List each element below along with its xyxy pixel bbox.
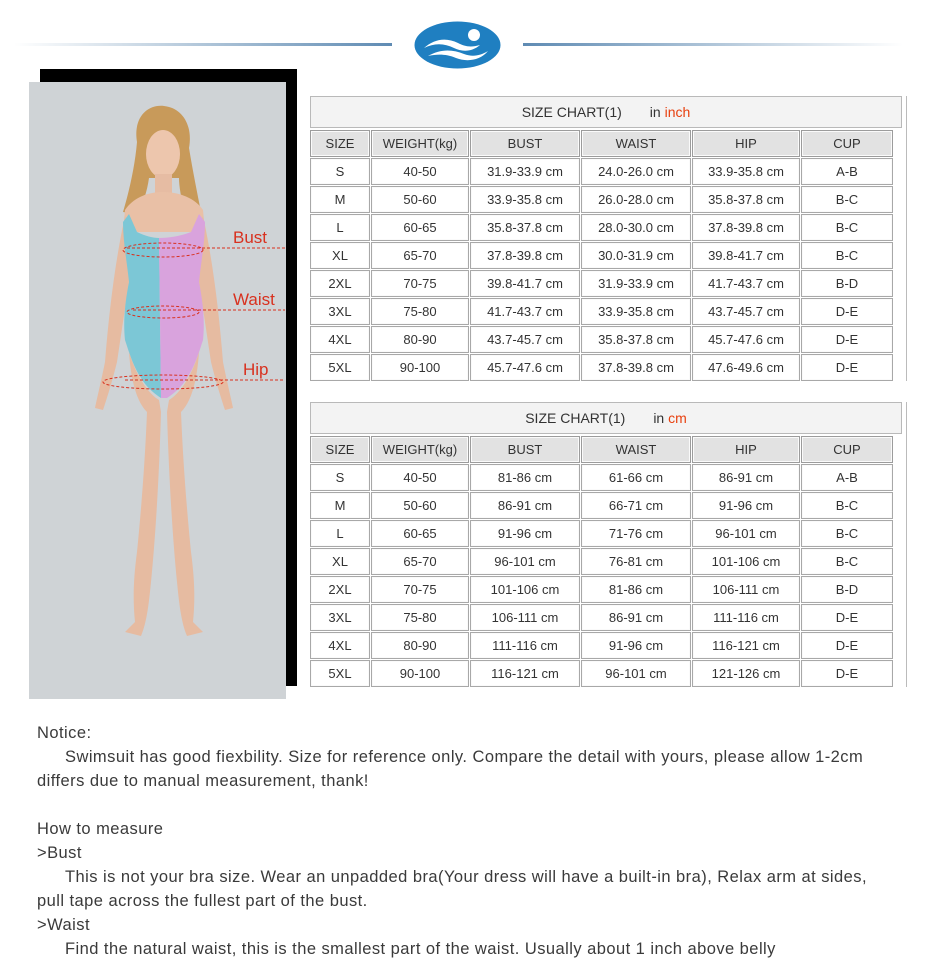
table-cell: 111-116 cm: [470, 632, 580, 659]
table-header-cell: WAIST: [581, 130, 691, 157]
table-cell: 33.9-35.8 cm: [581, 298, 691, 325]
table-cell: L: [310, 520, 370, 547]
table-cell: 116-121 cm: [470, 660, 580, 687]
table-cell: 5XL: [310, 354, 370, 381]
table-cell: 101-106 cm: [470, 576, 580, 603]
table-cell: B-D: [801, 270, 893, 297]
size-chart-title: [310, 96, 902, 128]
table-row: [310, 659, 902, 687]
table-row: [310, 213, 902, 241]
size-chart-unit-value: cm: [668, 410, 687, 426]
table-cell: 116-121 cm: [692, 632, 800, 659]
table-header-cell: SIZE: [310, 436, 370, 463]
header-divider-left: [14, 43, 392, 46]
table-cell: 28.0-30.0 cm: [581, 214, 691, 241]
table-cell: XL: [310, 548, 370, 575]
table-row: [310, 297, 902, 325]
table-cell: 41.7-43.7 cm: [470, 298, 580, 325]
table-cell: 60-65: [371, 214, 469, 241]
table-row: [310, 353, 902, 381]
table-cell: 101-106 cm: [692, 548, 800, 575]
table-row: [310, 491, 902, 519]
table-cell: B-C: [801, 492, 893, 519]
table-cell: 80-90: [371, 326, 469, 353]
table-cell: 45.7-47.6 cm: [470, 354, 580, 381]
table-cell: 91-96 cm: [692, 492, 800, 519]
size-chart-unit: [650, 104, 690, 120]
table-row: [310, 631, 902, 659]
table-cell: D-E: [801, 660, 893, 687]
table-row: [310, 575, 902, 603]
table-header-cell: HIP: [692, 130, 800, 157]
table-header-cell: WEIGHT(kg): [371, 436, 469, 463]
size-chart-title-text: SIZE CHART(1): [521, 104, 622, 120]
swimmer-wave-logo-icon: [414, 21, 501, 69]
table-cell: 65-70: [371, 242, 469, 269]
table-row: [310, 157, 902, 185]
table-cell: 31.9-33.9 cm: [581, 270, 691, 297]
table-cell: 111-116 cm: [692, 604, 800, 631]
chart-side-line: [906, 402, 907, 687]
table-cell: 96-101 cm: [470, 548, 580, 575]
table-cell: 24.0-26.0 cm: [581, 158, 691, 185]
table-row: [310, 269, 902, 297]
table-cell: 39.8-41.7 cm: [692, 242, 800, 269]
table-cell: S: [310, 158, 370, 185]
bust-label: Bust: [233, 228, 268, 247]
size-chart-unit-prefix: in: [649, 104, 661, 120]
table-cell: 106-111 cm: [470, 604, 580, 631]
table-header-cell: BUST: [470, 130, 580, 157]
table-cell: 81-86 cm: [581, 576, 691, 603]
table-header-cell: WAIST: [581, 436, 691, 463]
table-header-cell: BUST: [470, 436, 580, 463]
table-cell: 33.9-35.8 cm: [692, 158, 800, 185]
table-cell: 50-60: [371, 186, 469, 213]
table-cell: D-E: [801, 632, 893, 659]
table-cell: 35.8-37.8 cm: [581, 326, 691, 353]
table-cell: 50-60: [371, 492, 469, 519]
table-cell: 86-91 cm: [692, 464, 800, 491]
table-cell: M: [310, 186, 370, 213]
table-cell: 66-71 cm: [581, 492, 691, 519]
size-chart-cm: [310, 402, 902, 687]
table-cell: 70-75: [371, 576, 469, 603]
table-row: [310, 547, 902, 575]
table-cell: 37.8-39.8 cm: [470, 242, 580, 269]
table-cell: B-C: [801, 548, 893, 575]
table-row: [310, 603, 902, 631]
table-header-row: [310, 435, 902, 463]
table-cell: 45.7-47.6 cm: [692, 326, 800, 353]
table-cell: 96-101 cm: [581, 660, 691, 687]
table-cell: L: [310, 214, 370, 241]
how-to-measure-heading: How to measure: [37, 820, 164, 838]
table-cell: 96-101 cm: [692, 520, 800, 547]
table-cell: 86-91 cm: [581, 604, 691, 631]
size-chart-unit-prefix: in: [653, 410, 665, 426]
table-cell: 35.8-37.8 cm: [692, 186, 800, 213]
table-cell: 41.7-43.7 cm: [692, 270, 800, 297]
table-cell: 60-65: [371, 520, 469, 547]
model-figure-illustration: [29, 82, 286, 699]
bust-heading: >Bust: [37, 844, 82, 862]
notice-text: Swimsuit has good fiexbility. Size for reference only. Compare the detail with yours, please allow 1-2cm differs due to manual measurement, thank!: [37, 748, 864, 790]
table-cell: B-C: [801, 242, 893, 269]
table-cell: 91-96 cm: [470, 520, 580, 547]
table-cell: 71-76 cm: [581, 520, 691, 547]
table-header-cell: HIP: [692, 436, 800, 463]
table-row: [310, 519, 902, 547]
waist-heading: >Waist: [37, 916, 90, 934]
table-cell: 121-126 cm: [692, 660, 800, 687]
table-cell: 40-50: [371, 464, 469, 491]
table-cell: 40-50: [371, 158, 469, 185]
table-cell: 47.6-49.6 cm: [692, 354, 800, 381]
table-cell: B-D: [801, 576, 893, 603]
size-chart-rows: [310, 129, 902, 381]
table-cell: 35.8-37.8 cm: [470, 214, 580, 241]
table-header-cell: SIZE: [310, 130, 370, 157]
table-cell: 4XL: [310, 632, 370, 659]
table-cell: 30.0-31.9 cm: [581, 242, 691, 269]
measurement-notes: [37, 721, 897, 961]
table-header-cell: WEIGHT(kg): [371, 130, 469, 157]
table-cell: 75-80: [371, 604, 469, 631]
size-chart-rows: [310, 435, 902, 687]
table-cell: 91-96 cm: [581, 632, 691, 659]
table-cell: 39.8-41.7 cm: [470, 270, 580, 297]
table-cell: A-B: [801, 464, 893, 491]
table-cell: 61-66 cm: [581, 464, 691, 491]
table-header-row: [310, 129, 902, 157]
size-chart-title: [310, 402, 902, 434]
table-cell: S: [310, 464, 370, 491]
table-cell: A-B: [801, 158, 893, 185]
table-cell: D-E: [801, 604, 893, 631]
table-cell: D-E: [801, 326, 893, 353]
table-cell: XL: [310, 242, 370, 269]
table-cell: 2XL: [310, 576, 370, 603]
table-cell: 70-75: [371, 270, 469, 297]
header-divider-right: [523, 43, 903, 46]
table-cell: D-E: [801, 354, 893, 381]
size-chart-inch: [310, 96, 902, 381]
waist-label: Waist: [233, 290, 275, 309]
size-chart-title-text: SIZE CHART(1): [525, 410, 626, 426]
table-header-cell: CUP: [801, 130, 893, 157]
table-cell: 65-70: [371, 548, 469, 575]
table-cell: 80-90: [371, 632, 469, 659]
size-chart-unit-value: inch: [664, 104, 691, 120]
table-cell: 31.9-33.9 cm: [470, 158, 580, 185]
table-cell: 37.8-39.8 cm: [581, 354, 691, 381]
size-chart-unit: [653, 410, 686, 426]
table-cell: 86-91 cm: [470, 492, 580, 519]
table-cell: 90-100: [371, 354, 469, 381]
table-row: [310, 325, 902, 353]
table-cell: B-C: [801, 186, 893, 213]
chart-side-line: [906, 96, 907, 381]
table-cell: 33.9-35.8 cm: [470, 186, 580, 213]
table-cell: 37.8-39.8 cm: [692, 214, 800, 241]
notice-heading: Notice:: [37, 724, 92, 742]
table-cell: B-C: [801, 520, 893, 547]
table-row: [310, 463, 902, 491]
table-cell: 4XL: [310, 326, 370, 353]
table-cell: 106-111 cm: [692, 576, 800, 603]
table-cell: 26.0-28.0 cm: [581, 186, 691, 213]
table-row: [310, 185, 902, 213]
table-cell: 3XL: [310, 604, 370, 631]
bust-text: This is not your bra size. Wear an unpadded bra(Your dress will have a built-in bra), Relax arm at sides, pull tape across the fullest part of the bust.: [37, 868, 868, 910]
table-cell: 3XL: [310, 298, 370, 325]
table-cell: M: [310, 492, 370, 519]
table-cell: 75-80: [371, 298, 469, 325]
table-cell: 90-100: [371, 660, 469, 687]
hip-label: Hip: [243, 360, 269, 379]
table-cell: 43.7-45.7 cm: [470, 326, 580, 353]
model-photo: [29, 82, 286, 699]
table-cell: 81-86 cm: [470, 464, 580, 491]
table-cell: 5XL: [310, 660, 370, 687]
table-header-cell: CUP: [801, 436, 893, 463]
table-cell: D-E: [801, 298, 893, 325]
table-cell: 76-81 cm: [581, 548, 691, 575]
table-cell: B-C: [801, 214, 893, 241]
table-cell: 43.7-45.7 cm: [692, 298, 800, 325]
waist-text: Find the natural waist, this is the smallest part of the waist. Usually about 1 inch above belly: [65, 940, 776, 958]
table-cell: 2XL: [310, 270, 370, 297]
table-row: [310, 241, 902, 269]
